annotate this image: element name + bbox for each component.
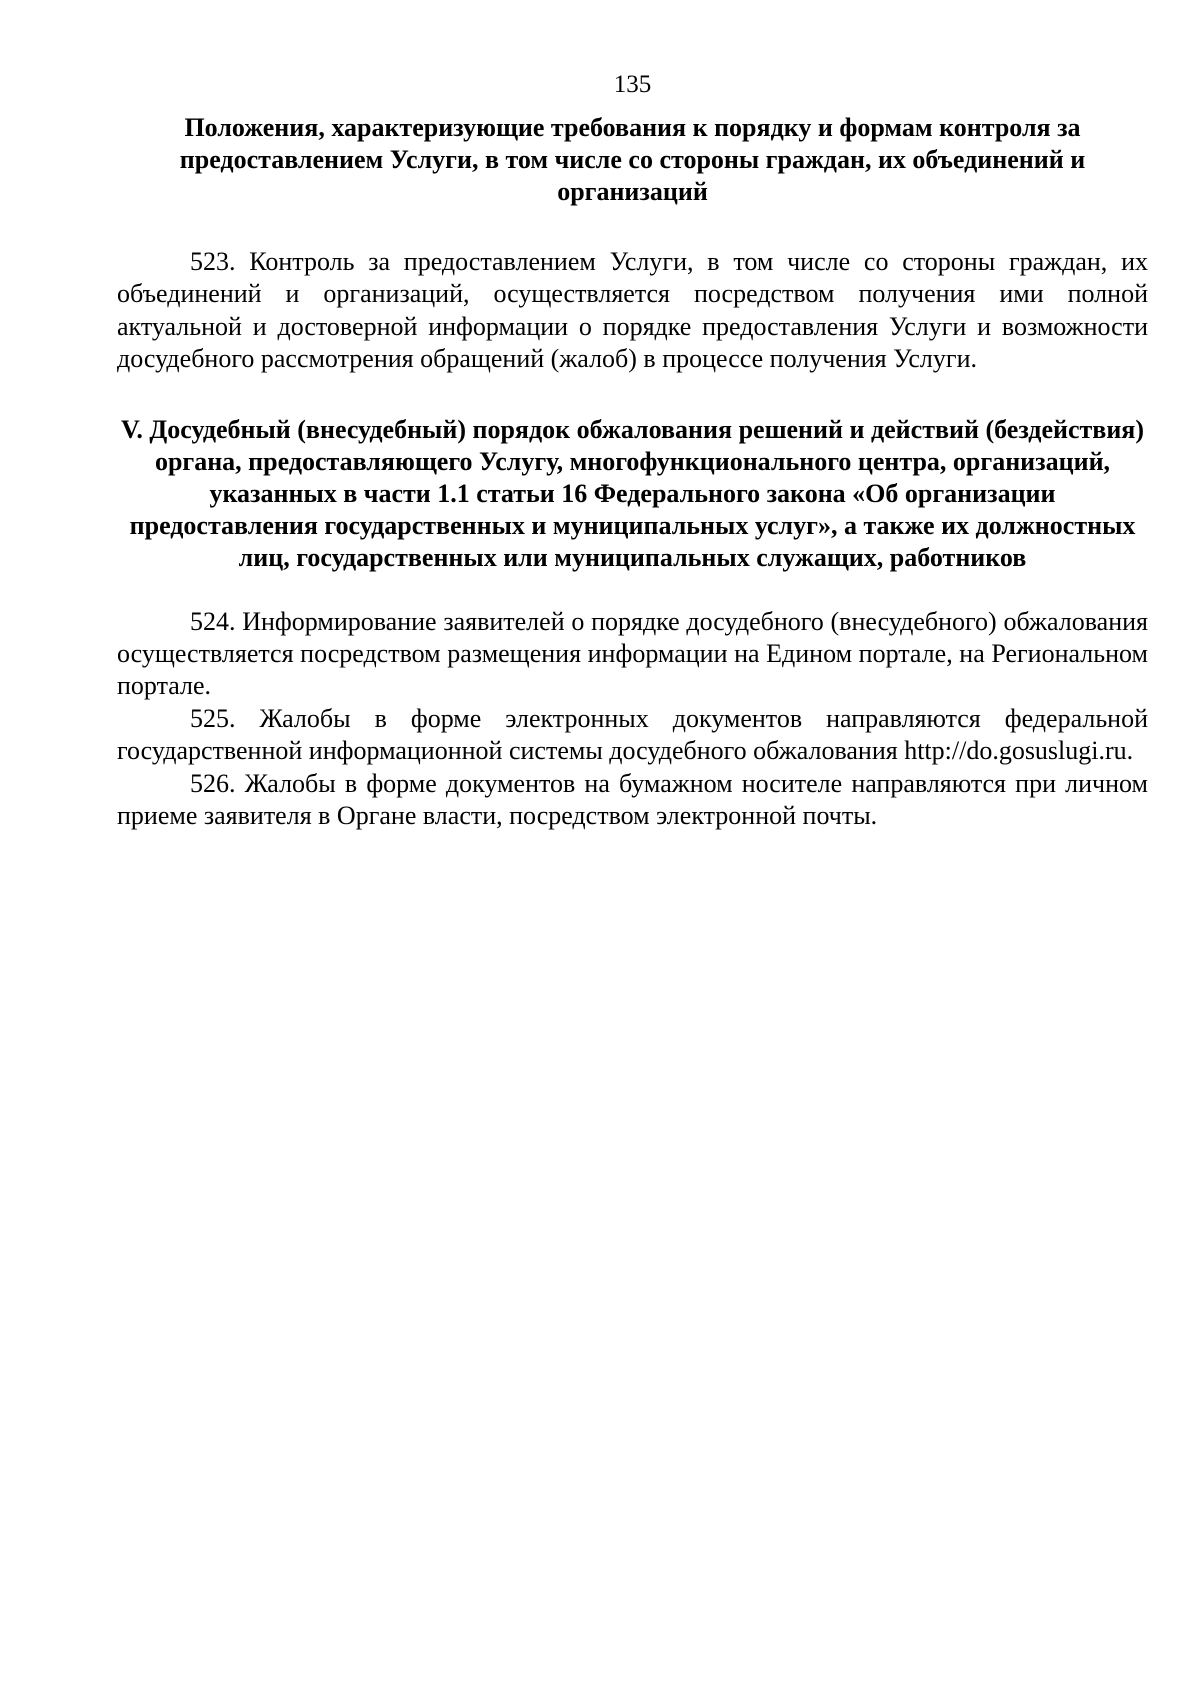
page-number: 135 [613, 71, 652, 98]
paragraph-number: 526. [190, 768, 236, 798]
paragraph-523 [117, 246, 1148, 376]
paragraph-524 [117, 606, 1148, 703]
paragraph-526 [117, 768, 1148, 833]
paragraph-text: Жалобы в форме документов на бумажном носителе направляются при личном приеме заявителя в Органе власти, посредством электронной почты. [117, 768, 1148, 831]
paragraph-text: Жалобы в форме электронных документов направляются федеральной государственной информационной системы досудебного обжалования http://do.gosuslugi.ru. [117, 703, 1149, 766]
section-heading-control: Положения, характеризующие требования к порядку и формам контроля за предоставлением Услуги, в том числе со стороны граждан, их объединений и организаций [179, 113, 1086, 206]
document-page [117, 70, 1148, 832]
section-body-control [117, 246, 1148, 376]
paragraph-525 [117, 703, 1148, 768]
paragraph-number: 525. [190, 703, 236, 733]
paragraph-number: 523. [190, 247, 236, 276]
paragraph-text: Информирование заявителей о порядке досудебного (внесудебного) обжалования осуществляется посредством размещения информации на Едином портале, на Региональном портале. [117, 606, 1148, 701]
paragraph-text: Контроль за предоставлением Услуги, в том числе со стороны граждан, их объединений и организаций, осуществляется посредством получения ими полной актуальной и достоверной информации о порядке предоставления Услуги и возможности досудебного рассмотрения обращений (жалоб) в процессе получения Услуги. [117, 247, 1149, 374]
paragraph-number: 524. [190, 606, 236, 636]
section-heading-appeal: V. Досудебный (внесудебный) порядок обжалования решений и действий (бездействия) органа, предоставляющего Услугу, многофункционального центра, организаций, указанных в части 1.1 статьи 16 Федерального закона «Об организации предоставления государственных и муниципальных услуг», а также их должностных лиц, государственных или муниципальных служащих, работников [120, 414, 1145, 572]
section-body-appeal [117, 606, 1148, 833]
